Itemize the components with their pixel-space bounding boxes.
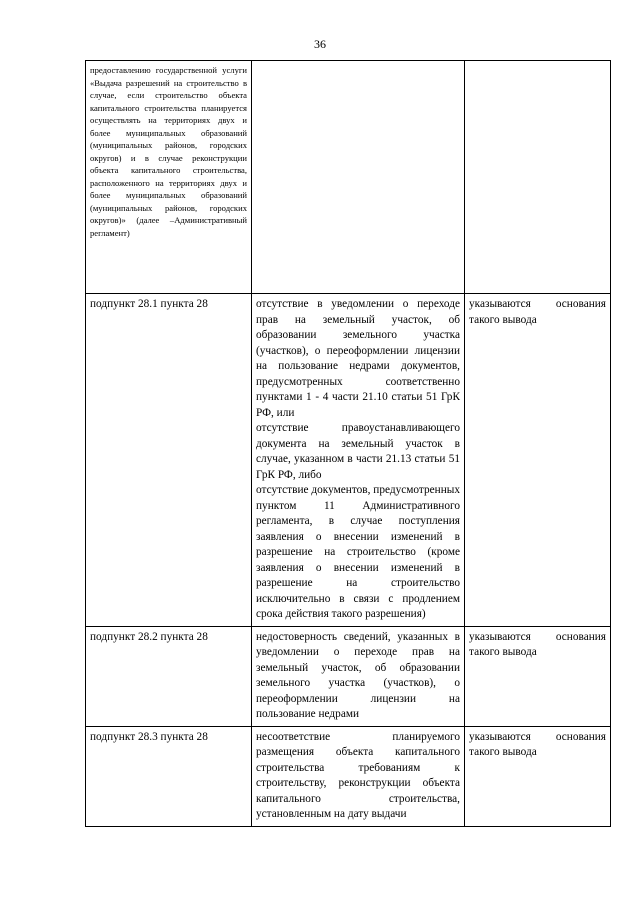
table-cell-basis [86,61,252,294]
table-cell-reason [252,61,465,294]
table-row [86,726,611,826]
table-cell-basis [86,294,252,627]
table-cell-reason [252,294,465,627]
cell-text: указываются основания такого вывода [469,630,606,658]
reason-paragraph: отсутствие в уведомлении о переходе прав на земельный участок, об образовании земельного участка (участков), о переоформлении лицензии на пользование недрами документов, предусмотренных соответственно пунктами 1 - 4 части 21.10 статьи 51 ГрК РФ, или [256,298,460,419]
table-cell-explanation [465,626,611,726]
table-row [86,61,611,294]
table-cell-explanation [465,294,611,627]
reason-paragraph: недостоверность сведений, указанных в уведомлении о переходе прав на земельный участок, об образовании земельного участка (участков), о переоформлении лицензии на пользование недрами [256,630,460,720]
cell-text: указываются основания такого вывода [469,298,606,326]
page-number: 36 [314,37,326,51]
table-cell-basis [86,726,252,826]
cell-text: подпункт 28.3 пункта 28 [90,730,208,743]
cell-text: подпункт 28.2 пункта 28 [90,630,208,643]
table-cell-reason [252,626,465,726]
reason-paragraph: отсутствие правоустанавливающего документа на земельный участок в случае, указанном в части 21.13 статьи 51 ГрК РФ, либо [256,422,460,481]
cell-text: подпункт 28.1 пункта 28 [90,298,208,310]
cell-text: указываются основания такого вывода [469,730,606,758]
table-viewport [85,60,611,833]
reason-paragraph: несоответствие планируемого размещения объекта капитального строительства требованиям к строительству, реконструкции объекта капитального строительства, установленным на дату выдачи [256,730,460,820]
grounds-table [85,60,611,827]
table-cell-explanation [465,726,611,826]
cell-text: предоставлению государственной услуги «Выдача разрешений на строительство в случае, если строительство объекта капитального строительства планируется осуществлять на территориях двух и более муниципальных образований (муниципальных районов, городских округов) и в случае реконструкции объекта капитального строительства, расположенного на территориях двух и более муниципальных образований (муниципальных районов, городских округов)» (далее –Административный регламент) [90,65,247,238]
table-cell-reason [252,726,465,826]
table-row [86,626,611,726]
table-cell-explanation [465,61,611,294]
reason-paragraph: отсутствие документов, предусмотренных пунктом 11 Административного регламента, в случае поступления заявления о внесении изменений в разрешение на строительство (кроме заявления о внесении изменений в разрешение на строительство исключительно в связи с продлением срока действия такого разрешения) [256,484,460,620]
table-row [86,294,611,627]
table-cell-basis [86,626,252,726]
